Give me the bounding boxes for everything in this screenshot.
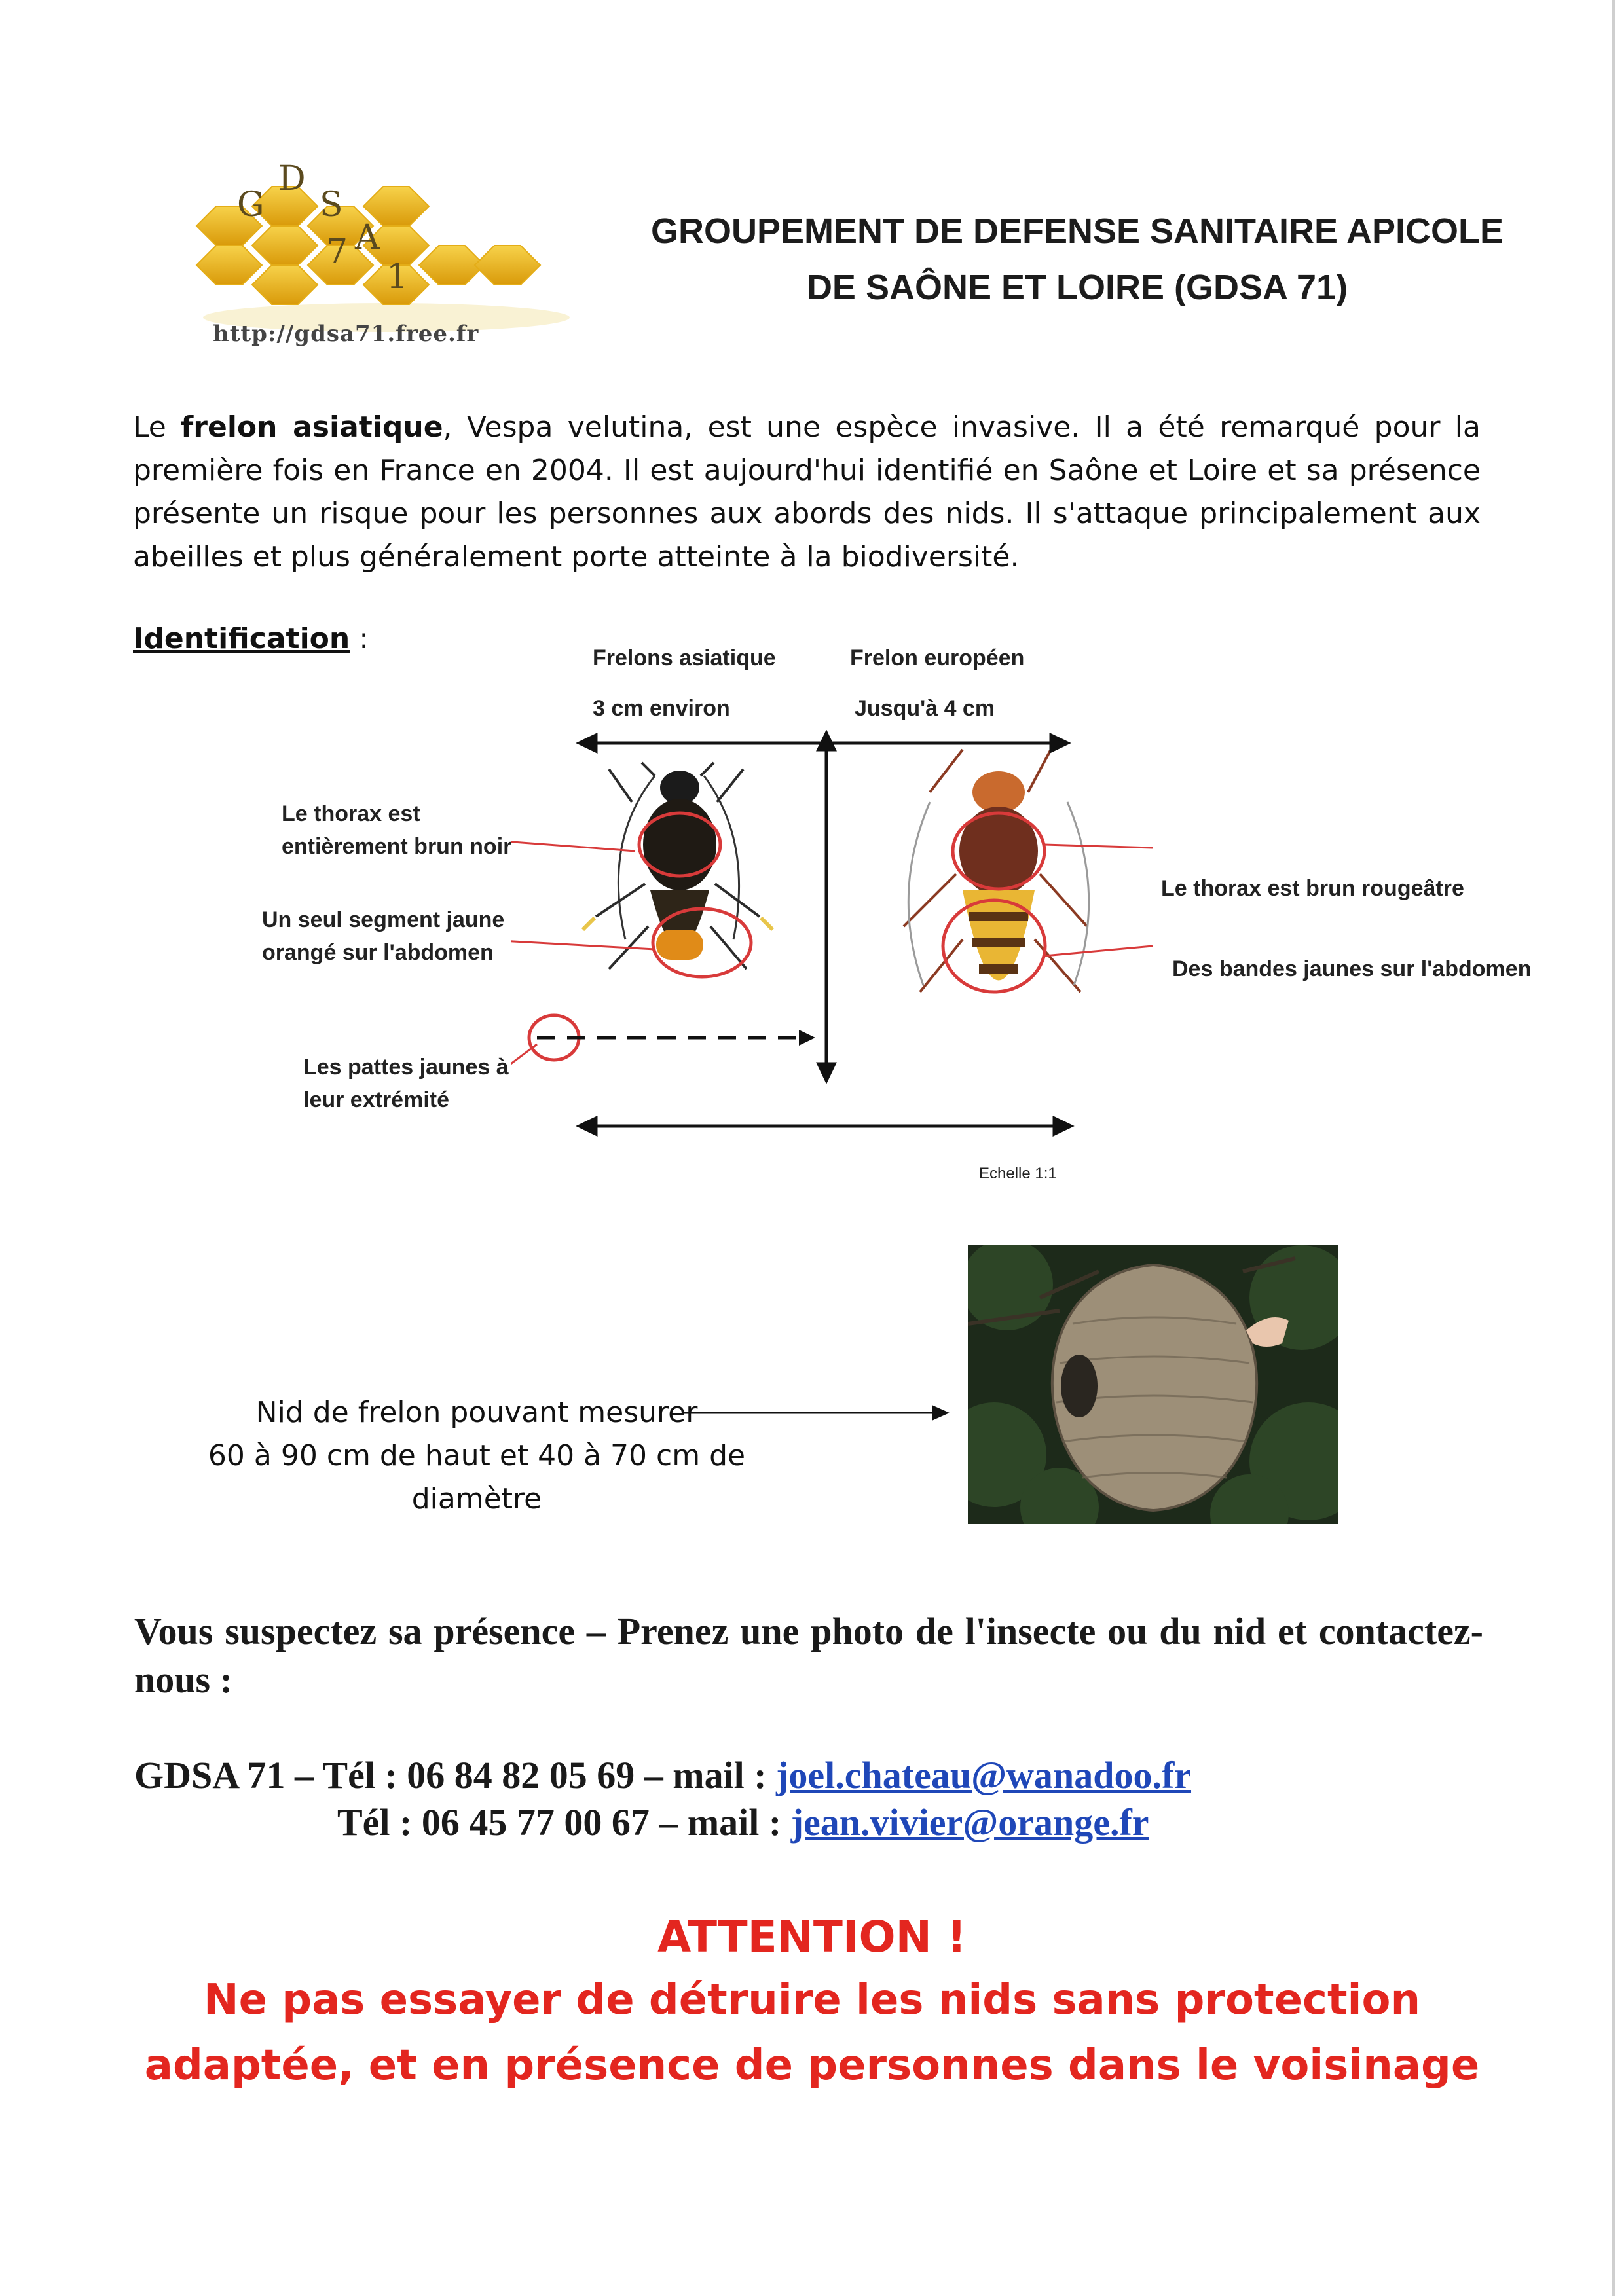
intro-after: , Vespa velutina, est une espèce invasive. Il a été remarqué pour la première fois en France en 2004. Il est aujourd'hui identifié en Saône et Loire et sa présence présente un risque pour les personnes aux abords des nids. Il s'attaque principalement aux abeilles et plus généralement porte atteinte à la biodiversité. xyxy=(133,410,1481,574)
warning-title: ATTENTION ! xyxy=(657,1912,967,1962)
european-hornet-title: Frelon européen xyxy=(850,646,1025,670)
logo-letter-s: S xyxy=(320,185,343,225)
hornet-nest-photo xyxy=(968,1245,1338,1524)
arrow-right-icon xyxy=(684,1400,953,1426)
contact-line-2-text: Tél : 06 45 77 00 67 – mail : xyxy=(337,1801,791,1844)
email-link-joel[interactable]: joel.chateau@wanadoo.fr xyxy=(776,1754,1192,1796)
intro-bold: frelon asiatique xyxy=(181,410,443,444)
logo-letter-g: G xyxy=(237,185,265,225)
label-yellow-segment: Un seul segment jaune orangé sur l'abdomen xyxy=(262,907,505,965)
label-thorax-black: Le thorax est entièrement brun noir xyxy=(282,801,512,859)
nest-caption-line-2: 60 à 90 cm de haut et 40 à 70 cm de diamètre xyxy=(208,1439,746,1516)
logo-letter-1: 1 xyxy=(386,257,409,297)
label-thorax-red: Le thorax est brun rougeâtre xyxy=(1161,876,1464,901)
logo-letter-a: A xyxy=(355,218,380,257)
logo-letter-7: 7 xyxy=(326,232,348,272)
label-yellow-legs: Les pattes jaunes à leur extrémité xyxy=(303,1055,509,1112)
logo-letter-d: D xyxy=(278,159,306,198)
nest-caption-line-1: Nid de frelon pouvant mesurer xyxy=(255,1396,698,1429)
title-line-2: DE SAÔNE ET LOIRE (GDSA 71) xyxy=(806,268,1348,307)
hornet-comparison-figure xyxy=(511,730,1166,1162)
asian-hornet-illustration xyxy=(583,763,773,969)
contact-line-1-text: GDSA 71 – Tél : 06 84 82 05 69 – mail : xyxy=(134,1754,777,1796)
asian-hornet-size: 3 cm environ xyxy=(593,696,730,721)
label-yellow-bands: Des bandes jaunes sur l'abdomen xyxy=(1172,957,1532,981)
intro-before: Le xyxy=(133,410,181,444)
logo-url[interactable]: http://gdsa71.free.fr xyxy=(213,321,479,347)
european-hornet-size: Jusqu'à 4 cm xyxy=(855,696,995,721)
scale-label: Echelle 1:1 xyxy=(979,1165,1057,1182)
email-link-jean[interactable]: jean.vivier@orange.fr xyxy=(790,1801,1149,1844)
identification-label: Identification xyxy=(133,622,350,655)
contact-line-1 xyxy=(134,1753,1191,1797)
warning-line-2: adaptée, et en présence de personnes dans le voisinage xyxy=(144,2041,1480,2090)
identification-heading xyxy=(133,622,369,655)
suspect-instruction: Vous suspectez sa présence – Prenez une photo de l'insecte ou du nid et contactez-nous : xyxy=(134,1610,1483,1701)
page-title xyxy=(544,203,1611,316)
asian-hornet-title: Frelons asiatique xyxy=(593,646,776,670)
identification-suffix: : xyxy=(350,622,369,655)
title-line-1: GROUPEMENT DE DEFENSE SANITAIRE APICOLE xyxy=(650,211,1504,251)
warning-line-1: Ne pas essayer de détruire les nids sans protection xyxy=(204,1976,1420,2024)
contact-line-2 xyxy=(337,1800,1149,1844)
intro-paragraph xyxy=(133,406,1481,579)
